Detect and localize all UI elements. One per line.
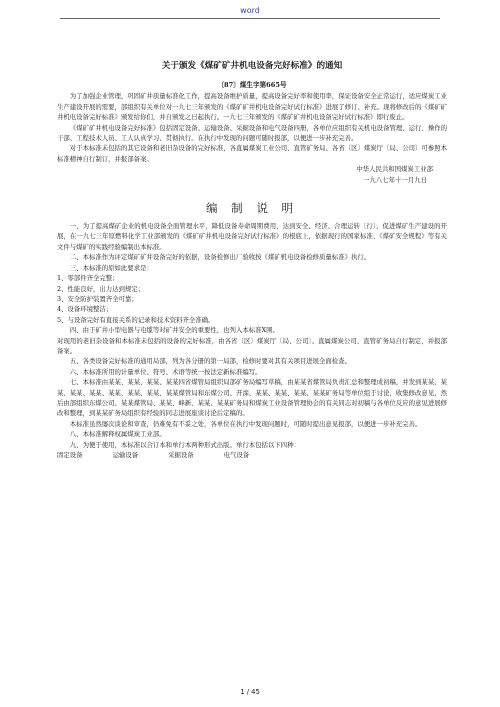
header-divider — [60, 18, 440, 19]
signature-org: 中华人民共和国煤炭工业部 — [356, 165, 433, 174]
notice-paragraph: 为了加强企业管理，巩固矿井质量标准化工作，提高设备维护质量，提高设备完好率和使用率，保证设备安全正常运行，适应煤炭工业生产建设开展的需要，部组织有关单位对一九七三年颁发的《煤矿矿井机电设备完好试行标准》进展了修订、补充。现将修改后的《煤矿矿井机电设备完好标准》颁发给你们，并自颁发之日起执行。一九七三年颁发的《煤矿矿井机电设备完好试行标准》即行废止。 — [57, 92, 447, 122]
requirement-item: 5、与设备完好有直接关系的记录和技术资料齐全准确。 — [57, 315, 215, 324]
notice-paragraph: 对于本标准未包括的其它设备和老旧杂设备的完好标准，各直属煤炭工业公司、直管矿务局、各省〔区〕煤炭厅〔局、公司〕可参照本标准精神自行制订，并报部备案。 — [57, 144, 447, 163]
explanation-paragraph: 三、本标准的原如此要求是： — [69, 263, 153, 272]
notice-title: 关于颁发《煤矿矿井机电设备完好标准》的通知 — [161, 61, 343, 71]
explanation-paragraph: 四、由于矿井小型电器与电缆等对矿井安全的重要性，也列入本标准Ⅹ围。 — [69, 326, 279, 335]
requirement-item: 1、零部件齐全完整； — [57, 274, 119, 283]
document-number: 〔87〕煤生字第665号 — [217, 81, 287, 89]
requirement-item: 3、安全防护装置齐全可靠； — [57, 294, 138, 303]
explanation-paragraph: 九、为便于使用，本标准以合订本和单行本两种形式出版。单行本包括以下四种： — [69, 440, 300, 449]
explanation-paragraph: 本标准虽然屡次谈论和审查，仍难免有不妥之处，各单位在执行中发现问题时，可随时提出意见报部，以便进一步补充完善。 — [69, 419, 422, 428]
explanation-paragraph: 八、本标准解释权属煤炭工业部。 — [69, 430, 166, 439]
document-page — [57, 60, 447, 460]
explanation-paragraph: 二、本标准作为评定煤矿矿井设备完好的依据，设备检修出厂验收按《煤矿机电设备检修质量标准》执行。 — [69, 253, 371, 262]
explanation-paragraph: 一、为了提高煤矿企业的机电设备全面管理水平，降低设备寿命周期费用，达到安全、经济、合理运转〔行〕，促进煤矿生产建设的开展，在一九七三年原燃料化学工业部颁发的《煤矿矿井机电设备完好试行标准》的根底上，依据现行的国家标准、《煤矿安全规程》等有关文件与煤矿的实践经验编制出本标准。 — [57, 222, 447, 251]
category-item: 电气设备 — [223, 451, 250, 459]
explanation-paragraph: 对现用的老旧杂设备和本标准未包括的设备的完好标准，由各省〔区〕煤炭厅〔局、公司〕、直属煤炭公司、直管矿务局自行制定，并报部备案。 — [57, 336, 447, 355]
category-item: 固定设备 — [57, 451, 83, 459]
category-item: 运输设备 — [112, 451, 139, 459]
category-list — [57, 450, 447, 460]
explanation-paragraph: 五、各类设备完好标准的通用局部，列为各分册的第一局部，检修时要对其有关项目进展全面检查。 — [69, 357, 351, 366]
header-label: word — [240, 6, 260, 15]
page-number: 1 / 45 — [240, 688, 260, 696]
requirement-item: 4、设备环境整洁； — [57, 305, 113, 314]
category-item: 采掘设备 — [168, 451, 194, 459]
explanation-paragraph: 七、本标准由某某、某某、某某、某某四省煤管局组织局部矿务局编写草稿，由某某省煤管局负责汇总和整理成初稿，并发到某某、某某、某某、某某、某某、某某、某某、某某煤管局和东煤公司、开滦、某某、某某、某某、某某矿务局等单位组于讨论，收集修改意见，然后由部组织东煤公司、某某煤管局、某某、峰新、某某、某某矿务局和煤炭工业设备管理协会的有关同志对初稿与各单位反应的意见进展修改和整理，到某某矿务局组织有经验的同志进展座谈讨论后定稿的。 — [57, 378, 447, 418]
requirement-item: 2、性能良好，出力达到规定； — [57, 284, 145, 293]
notice-paragraph: 《煤矿矿井机电设备完好标准》包括固定设备、运输设备、采掘设备和电气设备四册，各单位应组织有关机电设备管理、运行、操作的干部、工程技术人员、工人认真学习、贯彻执行。在执行中发现的问题可随时报部，以便进一步补充完善。 — [57, 123, 447, 143]
explanation-paragraph: 六、本标准所用的计量单位、符号、术语等统一按法定新标准编写。 — [69, 367, 262, 376]
section-title: 编 制 说 明 — [206, 201, 298, 216]
signature-date: 一九八七年十一月九日 — [363, 175, 427, 184]
